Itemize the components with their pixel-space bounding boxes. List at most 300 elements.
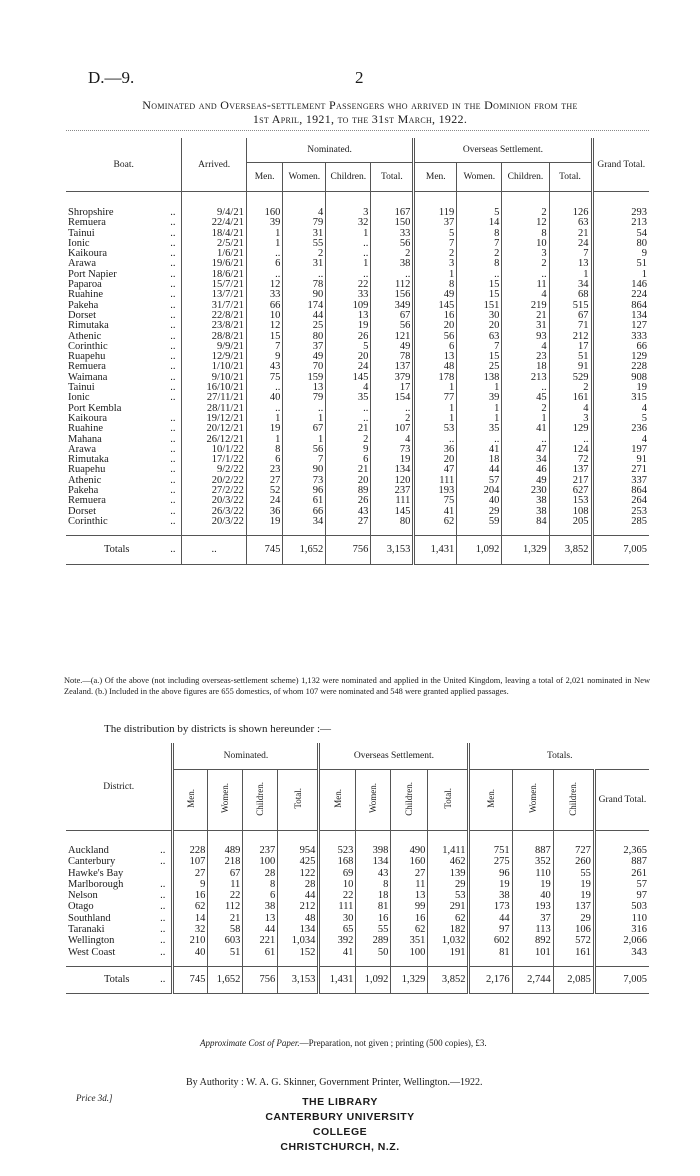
value-cell: 2 [502, 404, 549, 414]
value-cell: 627 [549, 486, 592, 496]
value-cell: 19 [469, 879, 512, 890]
printer-authority: By Authority : W. A. G. Skinner, Government Printer, Wellington.—1922. [186, 1077, 483, 1088]
spacer-row [66, 192, 649, 209]
value-cell: 4 [502, 342, 549, 352]
col-d-os-women: Women. [368, 783, 379, 814]
value-cell: 161 [549, 393, 592, 403]
col-d-os-children: Children. [404, 781, 415, 816]
value-cell: 10 [246, 311, 283, 321]
leader-dots: .. [170, 454, 176, 466]
value-cell: 908 [592, 373, 649, 383]
value-cell: 146 [592, 280, 649, 290]
col-d-nom-women: Women. [220, 783, 231, 814]
value-cell: 1 [457, 414, 502, 424]
value-cell: 27 [246, 476, 283, 486]
value-cell: 73 [371, 445, 414, 455]
value-cell: 79 [283, 393, 326, 403]
value-cell: 48 [278, 913, 319, 924]
value-cell: 1,092 [356, 966, 391, 993]
table-row [66, 901, 649, 912]
value-cell: 47 [414, 465, 457, 475]
value-cell: 41 [502, 424, 549, 434]
value-cell: 174 [283, 301, 326, 311]
value-cell: 23 [246, 465, 283, 475]
value-cell: 27 [173, 868, 208, 879]
district-cell [66, 856, 173, 867]
arrived-cell: 9/2/22 [182, 465, 246, 475]
value-cell: 351 [391, 935, 428, 946]
value-cell: 224 [592, 290, 649, 300]
value-cell: 1 [283, 435, 326, 445]
value-cell: 19 [246, 424, 283, 434]
leader-dots: .. [170, 423, 176, 435]
value-cell: 1,092 [457, 536, 502, 565]
district-cell [66, 913, 173, 924]
value-cell: 110 [594, 913, 649, 924]
table-row [66, 856, 649, 867]
value-cell: 14 [173, 913, 208, 924]
boat-name: Kaikoura [68, 248, 108, 260]
value-cell: 96 [283, 486, 326, 496]
value-cell: 31 [283, 259, 326, 269]
table-row [66, 947, 649, 958]
distribution-table-body [66, 831, 649, 994]
value-cell: 3,153 [278, 966, 319, 993]
value-cell: 63 [457, 332, 502, 342]
district-cell [66, 890, 173, 901]
value-cell: 151 [457, 301, 502, 311]
value-cell: 7 [457, 239, 502, 249]
value-cell: 7,005 [594, 966, 649, 993]
value-cell: 66 [246, 301, 283, 311]
value-cell: .. [326, 404, 371, 414]
value-cell: 2,066 [594, 935, 649, 946]
table-row [66, 935, 649, 946]
value-cell: 20 [326, 352, 371, 362]
value-cell: 1 [326, 229, 371, 239]
value-cell: 3 [502, 249, 549, 259]
value-cell: 4 [549, 404, 592, 414]
col-arrived: Arrived. [182, 138, 246, 192]
boat-name: Port Napier [68, 268, 117, 280]
value-cell: 91 [549, 362, 592, 372]
boat-name: Pakeha [68, 485, 99, 497]
value-cell: 167 [371, 208, 414, 218]
value-cell: .. [283, 404, 326, 414]
value-cell: 3,852 [549, 536, 592, 565]
district-name: West Coast [68, 946, 116, 958]
leader-dots: .. [170, 258, 176, 270]
value-cell: 6 [246, 455, 283, 465]
col-d-overseas: Overseas Settlement. [319, 743, 469, 770]
value-cell: 49 [371, 342, 414, 352]
value-cell: 61 [243, 947, 278, 958]
value-cell: .. [502, 383, 549, 393]
library-stamp-line1: THE LIBRARY [302, 1096, 378, 1108]
value-cell: 90 [283, 290, 326, 300]
district-cell [66, 924, 173, 935]
value-cell: 7 [549, 249, 592, 259]
value-cell: 212 [549, 332, 592, 342]
arrived-cell: 20/2/22 [182, 476, 246, 486]
leader-dots: .. [170, 485, 176, 497]
value-cell: 51 [549, 352, 592, 362]
value-cell: 16 [173, 890, 208, 901]
value-cell: 44 [243, 924, 278, 935]
value-cell: 70 [283, 362, 326, 372]
boat-name: Ionic [68, 237, 90, 249]
value-cell: 204 [457, 486, 502, 496]
value-cell: 80 [371, 517, 414, 527]
value-cell: .. [549, 435, 592, 445]
value-cell: 44 [469, 913, 512, 924]
value-cell: 99 [391, 901, 428, 912]
boat-name: Ruapehu [68, 351, 106, 363]
boat-cell [66, 536, 182, 565]
boat-name: Remuera [68, 217, 106, 229]
value-cell: 44 [278, 890, 319, 901]
value-cell: 109 [326, 301, 371, 311]
col-os-women: Women. [457, 163, 502, 192]
table-row [66, 845, 649, 856]
boat-name: Ruahine [68, 289, 103, 301]
value-cell: 8 [243, 879, 278, 890]
value-cell: 66 [592, 342, 649, 352]
leader-dots: .. [170, 433, 176, 445]
value-cell: 1 [283, 414, 326, 424]
value-cell: 44 [283, 311, 326, 321]
table-row [66, 890, 649, 901]
value-cell: 58 [208, 924, 243, 935]
value-cell: 134 [356, 856, 391, 867]
col-d-grand-total: Grand Total. [594, 770, 649, 831]
value-cell: 13 [243, 913, 278, 924]
passengers-heading-line2: 1st April, 1921, to the 31st March, 1922. [252, 112, 468, 126]
value-cell: 34 [549, 280, 592, 290]
value-cell: 134 [371, 465, 414, 475]
table-row [66, 517, 649, 527]
passengers-heading-line1: Nominated and Overseas-settlement Passengers who arrived in the Dominion from the [142, 98, 578, 112]
value-cell: 139 [428, 868, 469, 879]
value-cell: 53 [414, 424, 457, 434]
district-name: Marlborough [68, 878, 124, 890]
value-cell: 16 [391, 913, 428, 924]
value-cell: .. [457, 270, 502, 280]
boat-name: Rimutaka [68, 454, 109, 466]
value-cell: 2,744 [512, 966, 553, 993]
value-cell: 1 [414, 383, 457, 393]
value-cell: .. [502, 270, 549, 280]
value-cell: 67 [371, 311, 414, 321]
value-cell: 954 [278, 845, 319, 856]
value-cell: 80 [283, 332, 326, 342]
value-cell: 515 [549, 301, 592, 311]
value-cell: 1,411 [428, 845, 469, 856]
value-cell: .. [371, 270, 414, 280]
value-cell: 29 [428, 879, 469, 890]
boat-name: Rimutaka [68, 320, 109, 332]
value-cell: 8 [457, 259, 502, 269]
value-cell: 36 [414, 445, 457, 455]
table-row [66, 229, 649, 239]
passengers-table [66, 138, 649, 565]
value-cell: 1 [326, 259, 371, 269]
leader-dots: .. [170, 412, 176, 424]
value-cell: 293 [592, 208, 649, 218]
value-cell: 4 [283, 208, 326, 218]
value-cell: 84 [502, 517, 549, 527]
value-cell: 39 [457, 393, 502, 403]
value-cell: 32 [173, 924, 208, 935]
value-cell: 168 [319, 856, 356, 867]
value-cell: 1 [246, 414, 283, 424]
value-cell: 745 [173, 966, 208, 993]
arrived-cell: 15/7/21 [182, 280, 246, 290]
value-cell: 81 [356, 901, 391, 912]
value-cell: 41 [457, 445, 502, 455]
leader-dots: .. [160, 946, 166, 958]
value-cell: 1 [549, 270, 592, 280]
cost-text: —Preparation, not given ; printing (500 copies), £3. [299, 1038, 487, 1048]
value-cell: 33 [246, 290, 283, 300]
arrived-cell: 18/6/21 [182, 270, 246, 280]
value-cell: 37 [512, 913, 553, 924]
value-cell: 228 [173, 845, 208, 856]
value-cell: 38 [502, 496, 549, 506]
library-stamp-line2: CANTERBURY UNIVERSITY COLLEGE [265, 1111, 415, 1138]
arrived-cell: 13/7/21 [182, 290, 246, 300]
value-cell: 75 [246, 373, 283, 383]
value-cell: 291 [428, 901, 469, 912]
value-cell: 1,034 [278, 935, 319, 946]
table-row [66, 373, 649, 383]
value-cell: 110 [512, 868, 553, 879]
value-cell: 56 [283, 445, 326, 455]
value-cell: 6 [414, 342, 457, 352]
col-d-t-men: Men. [486, 789, 497, 808]
value-cell: 1,329 [391, 966, 428, 993]
value-cell: 65 [319, 924, 356, 935]
district-name: Nelson [68, 890, 98, 902]
value-cell: 19 [512, 879, 553, 890]
value-cell: 1 [457, 404, 502, 414]
col-d-t-children: Children. [568, 781, 579, 816]
value-cell: 50 [356, 947, 391, 958]
value-cell: 129 [592, 352, 649, 362]
arrived-cell: 27/11/21 [182, 393, 246, 403]
value-cell: 29 [553, 913, 594, 924]
arrived-cell: 27/2/22 [182, 486, 246, 496]
boat-name: Arawa [68, 443, 96, 455]
value-cell: 2 [283, 249, 326, 259]
value-cell: 271 [592, 465, 649, 475]
col-os-men: Men. [414, 163, 457, 192]
value-cell: 1 [414, 404, 457, 414]
value-cell: 11 [391, 879, 428, 890]
value-cell: 523 [319, 845, 356, 856]
value-cell: 31 [283, 229, 326, 239]
table-row [66, 879, 649, 890]
value-cell: 3,153 [371, 536, 414, 565]
value-cell: 1 [414, 270, 457, 280]
table-row [66, 259, 649, 269]
value-cell: 8 [502, 229, 549, 239]
boat-name: Corinthic [68, 515, 108, 527]
value-cell: .. [283, 270, 326, 280]
value-cell: 2 [371, 249, 414, 259]
value-cell: 24 [326, 362, 371, 372]
boat-name: Paparoa [68, 279, 102, 291]
arrived-cell: 18/4/21 [182, 229, 246, 239]
boat-name: Ionic [68, 392, 90, 404]
arrived-cell: 9/10/21 [182, 373, 246, 383]
leader-dots: .. [160, 912, 166, 924]
leader-dots: .. [160, 935, 166, 947]
spacer-row [66, 831, 649, 846]
leader-dots: .. [170, 299, 176, 311]
boat-cell [66, 517, 182, 527]
value-cell: 145 [371, 507, 414, 517]
arrived-cell: 20/3/22 [182, 517, 246, 527]
value-cell: 1 [592, 270, 649, 280]
value-cell: 173 [469, 901, 512, 912]
totals-row [66, 536, 649, 565]
value-cell: 100 [243, 856, 278, 867]
value-cell: 16 [414, 311, 457, 321]
value-cell: 213 [502, 373, 549, 383]
value-cell: 97 [594, 890, 649, 901]
value-cell: 218 [208, 856, 243, 867]
value-cell: 20 [457, 321, 502, 331]
value-cell: 3 [414, 259, 457, 269]
value-cell: 37 [414, 218, 457, 228]
value-cell: 36 [246, 507, 283, 517]
table-row [66, 218, 649, 228]
value-cell: 11 [208, 879, 243, 890]
value-cell: 56 [371, 321, 414, 331]
value-cell: 316 [594, 924, 649, 935]
value-cell: .. [246, 404, 283, 414]
value-cell: 81 [469, 947, 512, 958]
value-cell: 275 [469, 856, 512, 867]
value-cell: 2,176 [469, 966, 512, 993]
district-name: Auckland [68, 845, 109, 856]
value-cell: 127 [592, 321, 649, 331]
value-cell: 51 [592, 259, 649, 269]
arrived-cell: 19/12/21 [182, 414, 246, 424]
arrived-cell: 1/6/21 [182, 249, 246, 259]
value-cell: 55 [283, 239, 326, 249]
value-cell: 237 [371, 486, 414, 496]
leader-dots: .. [170, 248, 176, 260]
col-overseas: Overseas Settlement. [414, 138, 592, 163]
value-cell: 51 [208, 947, 243, 958]
value-cell: 153 [549, 496, 592, 506]
table-row [66, 249, 649, 259]
leader-dots: .. [170, 544, 176, 556]
value-cell: 1 [502, 414, 549, 424]
arrived-cell: 20/12/21 [182, 424, 246, 434]
boat-name: Athenic [68, 474, 102, 486]
value-cell: 6 [246, 259, 283, 269]
value-cell: 156 [371, 290, 414, 300]
value-cell: 13 [549, 259, 592, 269]
value-cell: 35 [457, 424, 502, 434]
value-cell: 72 [549, 455, 592, 465]
value-cell: 31 [502, 321, 549, 331]
value-cell: 9 [592, 249, 649, 259]
value-cell: 22 [326, 280, 371, 290]
table-row [66, 424, 649, 434]
value-cell: 864 [592, 301, 649, 311]
leader-dots: .. [170, 392, 176, 404]
value-cell: .. [457, 435, 502, 445]
col-d-os-men: Men. [332, 789, 343, 808]
arrived-cell: 9/9/21 [182, 342, 246, 352]
value-cell: 16 [356, 913, 391, 924]
value-cell: 101 [512, 947, 553, 958]
col-nom-total: Total. [371, 163, 414, 192]
value-cell: 228 [592, 362, 649, 372]
value-cell: 38 [371, 259, 414, 269]
district-cell [66, 935, 173, 946]
value-cell: 19 [553, 879, 594, 890]
value-cell: 887 [512, 845, 553, 856]
value-cell: 337 [592, 476, 649, 486]
value-cell: 8 [356, 879, 391, 890]
boat-name: Dorset [68, 309, 96, 321]
value-cell: 1 [457, 383, 502, 393]
col-nom-men: Men. [246, 163, 283, 192]
value-cell: 38 [243, 901, 278, 912]
value-cell: 4 [592, 404, 649, 414]
value-cell: 39 [246, 218, 283, 228]
district-cell [66, 901, 173, 912]
arrived-cell: 26/3/22 [182, 507, 246, 517]
value-cell: 119 [414, 208, 457, 218]
district-cell [66, 845, 173, 856]
value-cell: 13 [326, 311, 371, 321]
table-row [66, 393, 649, 403]
arrived-cell: 28/11/21 [182, 404, 246, 414]
district-name: Taranaki [68, 924, 105, 936]
value-cell: 10 [502, 239, 549, 249]
col-d-nom-children: Children. [255, 781, 266, 816]
value-cell: 57 [594, 879, 649, 890]
value-cell: 34 [283, 517, 326, 527]
value-cell: 57 [457, 476, 502, 486]
leader-dots: .. [170, 237, 176, 249]
value-cell: 213 [592, 218, 649, 228]
col-nom-children: Children. [326, 163, 371, 192]
district-cell [66, 879, 173, 890]
value-cell: 150 [371, 218, 414, 228]
value-cell: 751 [469, 845, 512, 856]
arrived-cell: 22/4/21 [182, 218, 246, 228]
value-cell: 3 [549, 414, 592, 424]
boat-name: Totals [104, 544, 130, 556]
value-cell: 17 [371, 383, 414, 393]
spacer-row [66, 958, 649, 967]
value-cell: 20 [414, 321, 457, 331]
district-name: Wellington [68, 935, 115, 947]
value-cell: 22 [319, 890, 356, 901]
value-cell: 17 [549, 342, 592, 352]
table-row [66, 239, 649, 249]
value-cell: .. [326, 239, 371, 249]
value-cell: 14 [457, 218, 502, 228]
value-cell: 63 [549, 218, 592, 228]
